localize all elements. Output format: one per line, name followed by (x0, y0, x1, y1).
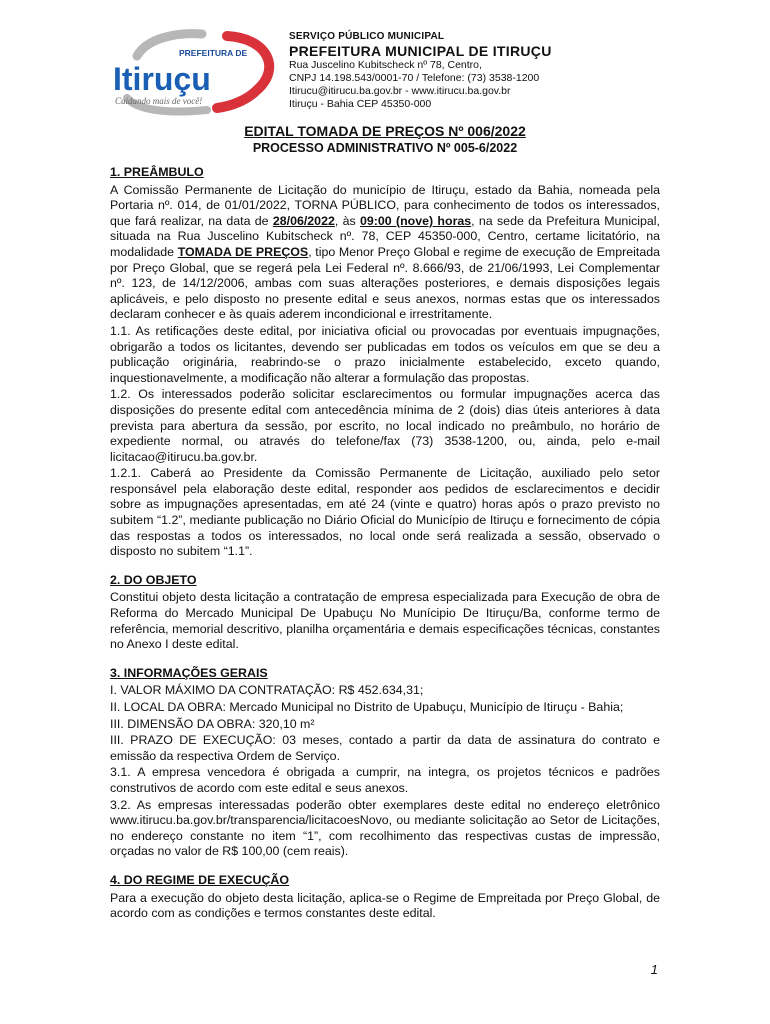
org-city-cep: Itiruçu - Bahia CEP 45350-000 (289, 98, 432, 110)
section-3-heading: 3. INFORMAÇÕES GERAIS (110, 665, 268, 680)
preamble-text-c: , na sede da Prefeitura Municipal, situada na Rua Juscelino Kubitscheck nº. 78, CEP 45350-000, Centro, certame licitatório, na modalidade (110, 213, 661, 259)
preamble-text-b: , às (334, 213, 360, 228)
preamble-text-d: , tipo Menor Preço Global e regime de execução de Empreitada por Preço Global, que se regerá pela Lei Federal nº. 8.666/93, de 21/06/1993, Lei Complementar nº. 123, de 14/12/2006, ambas com suas alterações posteriores, e demais disposições legais aplicáveis, e pelo disposto no presente edital e seus anexos, normas estas que os interessados declaram conhecer e às quais aderem incondicional e irrestritamente. (110, 244, 660, 322)
document-body (110, 165, 660, 923)
clause-1-2-1: 1.2.1. Caberá ao Presidente da Comissão Permanente de Licitação, auxiliado pelo setor responsável pela elaboração deste edital, responder aos pedidos de esclarecimentos e decidir sobre as impugnações apresentadas, em até 24 (vinte e quatro) horas após o prazo previsto no subitem “1.2”, mediante publicação no Diário Oficial do Município de Itiruçu e fornecimento de cópia das respostas a todos os interessados, no local onde será realizada a sessão, observado o disposto no subitem “1.1”. (110, 466, 660, 559)
info-item-max-value: I. VALOR MÁXIMO DA CONTRATAÇÃO: R$ 452.634,31; (110, 683, 424, 698)
document-titles (0, 122, 770, 156)
org-address: Rua Juscelino Kubitscheck nº 78, Centro, (289, 59, 482, 71)
object-paragraph: Constitui objeto desta licitação a contratação de empresa especializada para Execução de obra de Reforma do Mercado Municipal De Upabuçu No Munícipio De Itiruçu/Ba, conforme termo de referência, memorial descritivo, planilha orçamentária e demais especificações técnicas, constantes no Anexo I deste edital. (110, 590, 660, 652)
org-cnpj-phone: CNPJ 14.198.543/0001-70 / Telefone: (73) 3538-1200 (289, 72, 540, 84)
page-number: 1 (650, 962, 658, 977)
org-email-site: Itirucu@itirucu.ba.gov.br - www.itirucu.ba.gov.br (289, 85, 511, 97)
logo-top-text: PREFEITURA DE (179, 48, 248, 58)
org-name: PREFEITURA MUNICIPAL DE ITIRUÇU (289, 43, 552, 59)
session-date: 28/06/2022 (272, 213, 335, 228)
org-service: SERVIÇO PÚBLICO MUNICIPAL (289, 31, 445, 42)
section-2-heading: 2. DO OBJETO (110, 572, 197, 587)
regime-paragraph: Para a execução do objeto desta licitação, aplica-se o Regime de Empreitada por Preço Global, de acordo com as condições e termos constantes deste edital. (110, 890, 660, 921)
document-subtitle: PROCESSO ADMINISTRATIVO Nº 005-6/2022 (252, 141, 518, 155)
clause-3-2: 3.2. As empresas interessadas poderão obter exemplares deste edital no endereço eletrônico www.itirucu.ba.gov.br/transparencia/licitacoesNovo, ou mediante solicitação ao Setor de Licitações, no endereço constante no item “1”, com recolhimento das respectivas custas de impressão, orçadas no valor de R$ 100,00 (cem reais). (110, 797, 660, 859)
preamble-paragraph (110, 183, 660, 323)
document-title: EDITAL TOMADA DE PREÇOS Nº 006/2022 (244, 123, 526, 139)
logo-slogan: Cuidando mais de você! (115, 96, 203, 106)
letterhead (107, 28, 667, 118)
info-item-deadline: III. PRAZO DE EXECUÇÃO: 03 meses, contado a partir da data de assinatura do contrato e emissão da respectiva Ordem de Serviço. (110, 733, 660, 763)
clause-1-1: 1.1. As retificações deste edital, por iniciativa oficial ou provocadas por eventuais impugnações, obrigarão a todos os licitantes, devendo ser publicadas em todos os veículos em que se deu a publicação originária, reabrindo-se o prazo inicialmente estabelecido, exceto quando, inquestionavelmente, a modificação não alterar a formulação das propostas. (110, 323, 660, 385)
info-item-location: II. LOCAL DA OBRA: Mercado Municipal no Distrito de Upabuçu, Município de Itiruçu - Bahia; (110, 700, 624, 714)
organization-info (289, 30, 552, 111)
section-4-heading: 4. DO REGIME DE EXECUÇÃO (110, 872, 290, 887)
prefeitura-logo (107, 28, 287, 118)
clause-1-2: 1.2. Os interessados poderão solicitar esclarecimentos ou formular impugnações acerca das disposições do presente edital com antecedência mínima de 2 (dois) dias úteis anteriores à data prevista para abertura da sessão, por escrito, no local indicado no preâmbulo, no horário de expediente normal, ou através do telefone/fax (73) 3538-1200, ou, ainda, pelo e-mail licitacao@itirucu.ba.gov.br. (110, 387, 660, 464)
session-time: 09:00 (nove) horas (359, 213, 472, 228)
logo-name: Itiruçu (113, 61, 211, 97)
clause-3-1: 3.1. A empresa vencedora é obrigada a cumprir, na integra, os projetos técnicos e padrões construtivos de acordo com este edital e seus anexos. (110, 765, 660, 795)
preamble-text-a: A Comissão Permanente de Licitação do município de Itiruçu, estado da Bahia, nomeada pela Portaria nº. 014, de 01/01/2022, TORNA PÚBLICO, para conhecimento de todos os interessados, que fará realizar, na data de (110, 182, 660, 228)
section-1-heading: 1. PREÂMBULO (110, 165, 204, 179)
bid-modality: TOMADA DE PREÇOS (177, 244, 309, 259)
info-item-dimension: III. DIMENSÃO DA OBRA: 320,10 m² (110, 716, 315, 731)
